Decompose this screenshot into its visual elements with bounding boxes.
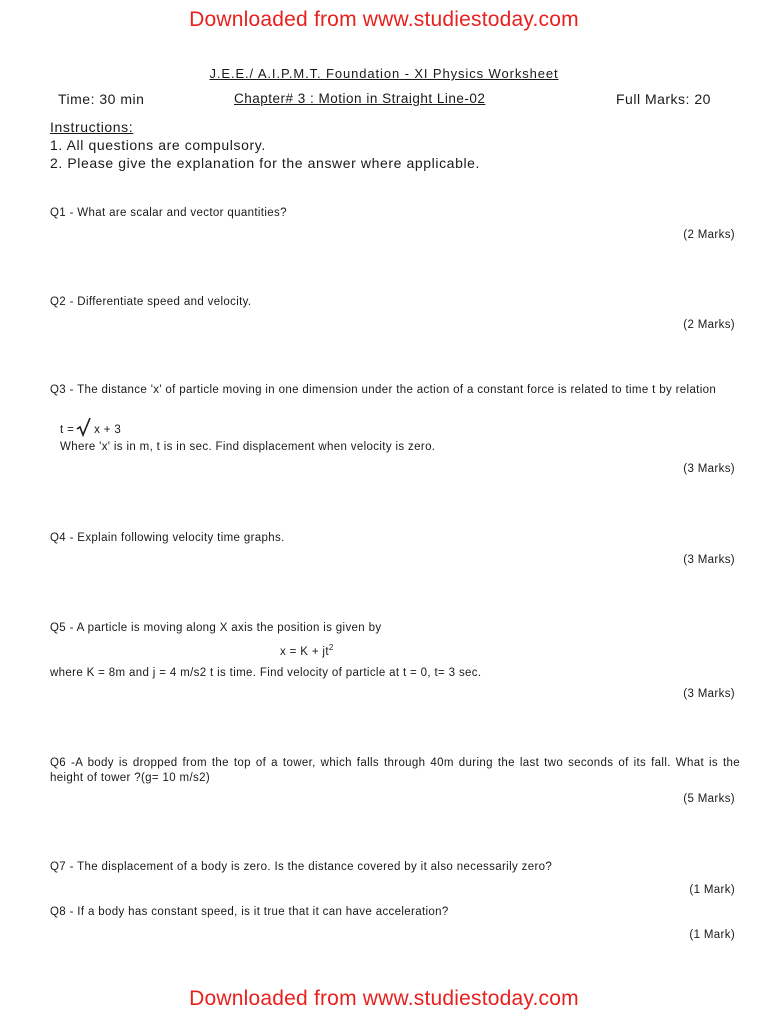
question-3-formula xyxy=(60,417,121,440)
question-4-marks: (3 Marks) xyxy=(683,554,735,566)
question-3-marks: (3 Marks) xyxy=(683,463,735,475)
question-8-marks: (1 Mark) xyxy=(689,929,735,941)
formula-lhs: t = xyxy=(60,424,75,436)
question-8: Q8 - If a body has constant speed, is it true that it can have acceleration? xyxy=(50,906,449,918)
question-2: Q2 - Differentiate speed and velocity. xyxy=(50,296,252,308)
chapter-title: Chapter# 3 : Motion in Straight Line-02 xyxy=(234,91,486,106)
question-1-marks: (2 Marks) xyxy=(683,229,735,241)
worksheet-title: J.E.E./ A.I.P.M.T. Foundation - XI Physics Worksheet xyxy=(209,66,559,81)
question-3-note: Where 'x' is in m, t is in sec. Find displacement when velocity is zero. xyxy=(60,441,436,453)
time-limit: Time: 30 min xyxy=(58,91,145,107)
question-7-marks: (1 Mark) xyxy=(689,884,735,896)
question-3: Q3 - The distance 'x' of particle moving in one dimension under the action of a constant force is related to time t by relation xyxy=(50,384,717,396)
question-6: Q6 -A body is dropped from the top of a tower, which falls through 40m during the last two seconds of its fall. What is the height of tower ?(g= 10 m/s2) xyxy=(50,757,740,784)
square-root-icon xyxy=(76,417,92,440)
full-marks: Full Marks: 20 xyxy=(616,91,711,107)
formula-exponent: 2 xyxy=(328,643,334,652)
formula-text: x = K + jt xyxy=(280,645,329,658)
question-5-marks: (3 Marks) xyxy=(683,688,735,700)
question-5-formula xyxy=(280,643,334,658)
formula-rhs: x + 3 xyxy=(94,424,122,436)
question-1: Q1 - What are scalar and vector quantities? xyxy=(50,207,287,219)
download-banner-bottom: Downloaded from www.studiestoday.com xyxy=(189,987,579,1010)
question-4: Q4 - Explain following velocity time graphs. xyxy=(50,532,285,544)
question-7: Q7 - The displacement of a body is zero. Is the distance covered by it also necessarily zero? xyxy=(50,861,553,873)
question-6-marks: (5 Marks) xyxy=(683,793,735,805)
instruction-item: 2. Please give the explanation for the answer where applicable. xyxy=(50,155,481,171)
download-banner-top: Downloaded from www.studiestoday.com xyxy=(189,8,579,31)
question-5: Q5 - A particle is moving along X axis the position is given by xyxy=(50,622,382,634)
instructions-heading: Instructions: xyxy=(50,119,134,135)
question-5-note: where K = 8m and j = 4 m/s2 t is time. Find velocity of particle at t = 0, t= 3 sec. xyxy=(50,667,482,679)
instruction-item: 1. All questions are compulsory. xyxy=(50,137,266,153)
question-2-marks: (2 Marks) xyxy=(683,319,735,331)
